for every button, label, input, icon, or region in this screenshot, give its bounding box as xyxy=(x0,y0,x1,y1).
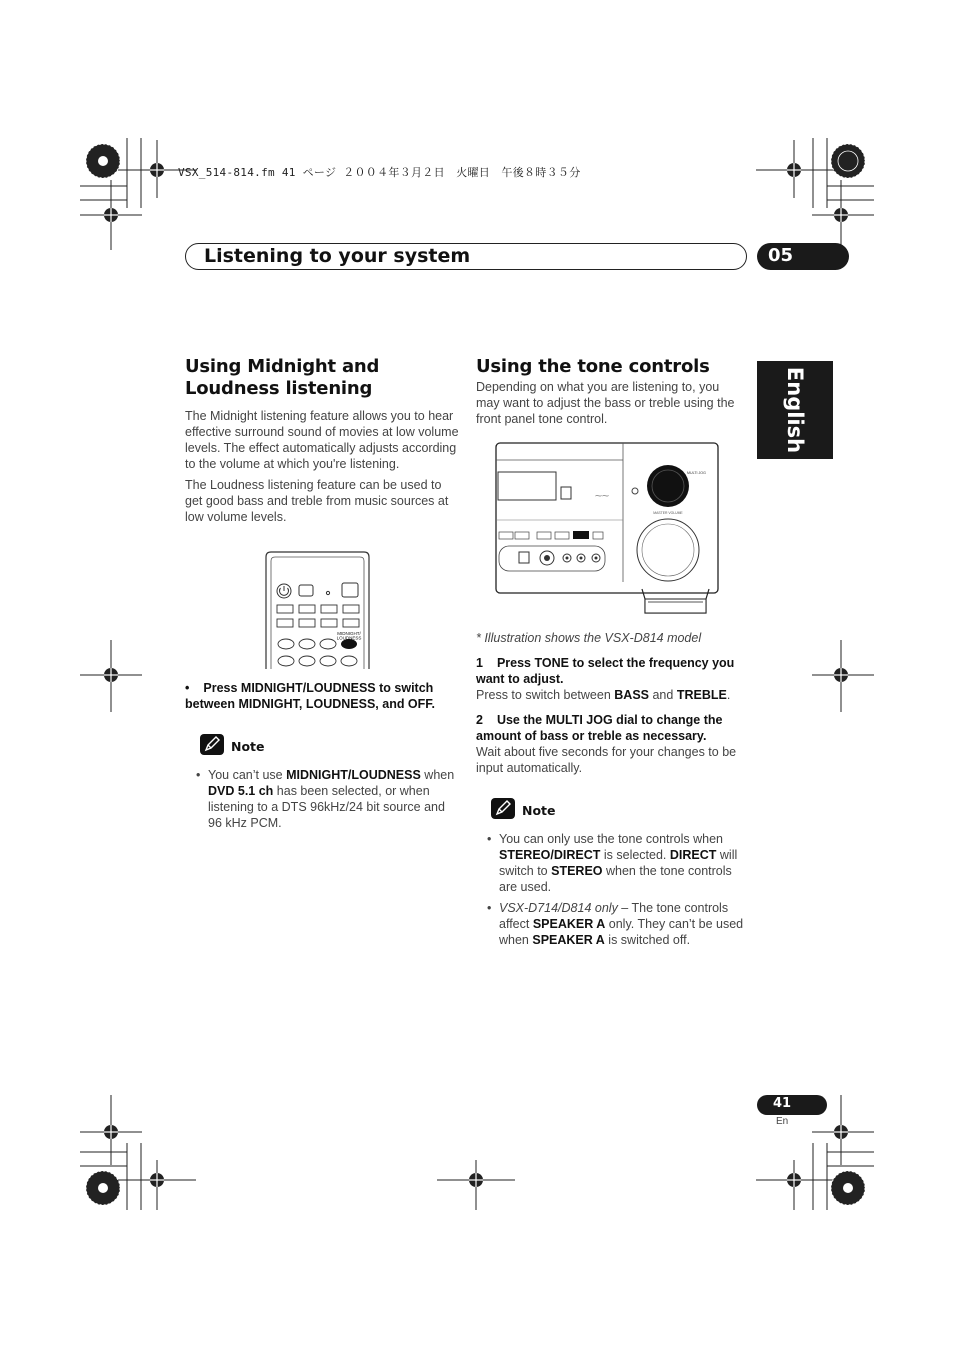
instruction-bullet: • xyxy=(185,681,190,695)
step-1-number: 1 xyxy=(476,656,483,670)
step-2 xyxy=(476,712,746,776)
svg-text:⁓⁓: ⁓⁓ xyxy=(595,493,609,500)
step-1-title: Press TONE to select the frequency you want to adjust. xyxy=(476,656,735,686)
illustration-caption: * Illustration shows the VSX-D814 model xyxy=(476,631,702,645)
language-tab-label: English xyxy=(783,366,807,454)
note-label: Note xyxy=(522,803,556,818)
tone-intro: Depending on what you are listening to, you may want to adjust the bass or treble using the front panel tone control. xyxy=(476,380,735,426)
chapter-number: 05 xyxy=(768,245,794,266)
section-title: Listening to your system xyxy=(204,245,471,267)
step-2-body: Wait about five seconds for your changes to be input automatically. xyxy=(476,745,737,775)
loudness-paragraph: The Loudness listening feature can be used to get good bass and treble from music sources at low volume levels. xyxy=(185,478,449,524)
loudness-label: LOUDNESS xyxy=(336,635,362,641)
midnight-label: MIDNIGHT/ xyxy=(337,631,361,636)
master-volume-label: MASTER VOLUME xyxy=(653,511,683,515)
page-language: En xyxy=(776,1116,789,1127)
remote-control-illustration xyxy=(265,551,371,669)
note-label: Note xyxy=(231,739,265,754)
file-info-line: VSX_514-814.fm 41 ページ ２００４年３月２日 火曜日 午後８時３５分 xyxy=(178,166,581,179)
front-panel-illustration xyxy=(495,442,720,617)
step-2-title: Use the MULTI JOG dial to change the amount of bass or treble as necessary. xyxy=(476,713,723,743)
midnight-instruction xyxy=(185,680,460,712)
midnight-loudness-button xyxy=(341,639,357,649)
page-number: 41 xyxy=(773,1096,792,1111)
multi-jog-label: MULTI JOG xyxy=(687,471,706,475)
note-pencil-icon xyxy=(200,734,224,755)
left-note-item: • You can’t use MIDNIGHT/LOUDNESS when DVD 5.1 ch has been selected, or when listening to a DTS 96kHz/24 bit source and 96 kHz PCM. xyxy=(196,768,455,830)
right-note-item-1: • You can only use the tone controls when STEREO/DIRECT is selected. DIRECT will switch to STEREO when the tone controls are used. xyxy=(487,832,738,894)
midnight-paragraph: The Midnight listening feature allows you to hear effective surround sound of movies at low volume levels. The effect automatically adjusts according to the volume at which you're listening. xyxy=(185,409,459,471)
note-pencil-icon xyxy=(491,798,515,819)
step-1-body: Press to switch between BASS and TREBLE. xyxy=(476,688,731,702)
step-2-number: 2 xyxy=(476,713,483,727)
step-1 xyxy=(476,655,746,703)
tone-heading: Using the tone controls xyxy=(476,356,710,377)
midnight-heading: Using Midnight and Loudness listening xyxy=(185,356,380,399)
instruction-text: Press MIDNIGHT/LOUDNESS to switch between MIDNIGHT, LOUDNESS, and OFF. xyxy=(185,681,436,711)
right-note-item-2: • VSX-D714/D814 only – The tone controls affect SPEAKER A only. They can’t be used when SPEAKER A is switched off. xyxy=(487,901,744,947)
right-column xyxy=(476,356,746,427)
page-number-badge xyxy=(757,1095,827,1115)
left-column xyxy=(185,356,460,525)
